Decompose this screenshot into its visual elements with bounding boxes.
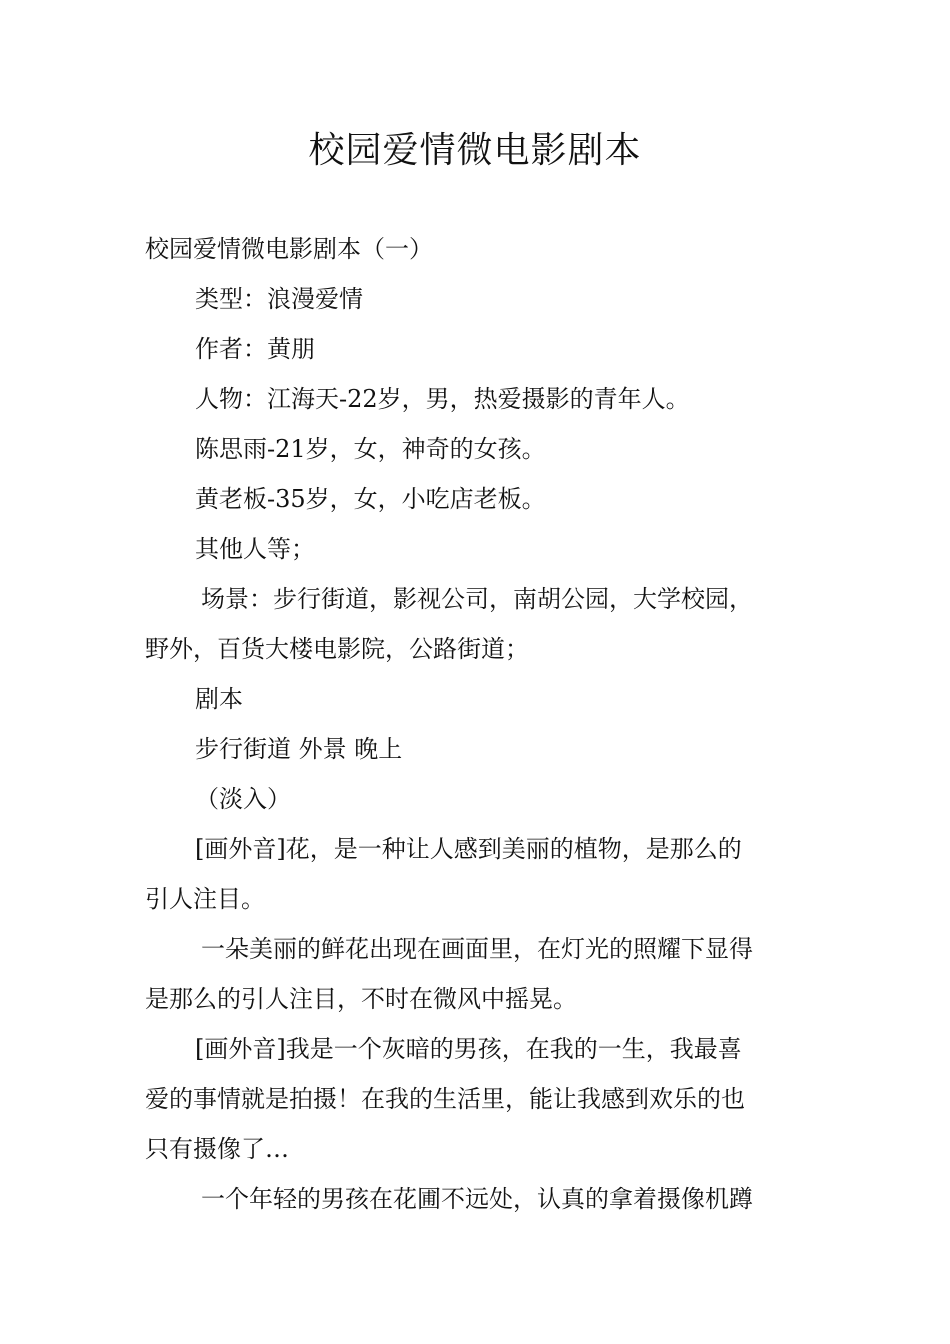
paragraph-line: 爱的事情就是拍摄！在我的生活里，能让我感到欢乐的也 — [145, 1085, 745, 1113]
document-body — [145, 224, 813, 1224]
document-title: 校园爱情微电影剧本 — [308, 130, 642, 171]
character-line: 人物：江海天-22岁，男，热爱摄影的青年人。 — [195, 385, 690, 413]
genre-line: 类型：浪漫爱情 — [195, 285, 363, 313]
character-line: 黄老板-35岁，女，小吃店老板。 — [195, 485, 546, 513]
paragraph-line: 只有摄像了… — [145, 1135, 289, 1163]
character-line: 其他人等； — [195, 535, 315, 563]
section-heading: 校园爱情微电影剧本（一） — [145, 235, 433, 263]
paragraph-line: 一个年轻的男孩在花圃不远处，认真的拿着摄像机蹲 — [201, 1185, 753, 1213]
paragraph-line: 是那么的引人注目，不时在微风中摇晃。 — [145, 985, 577, 1013]
paragraph-line: 一朵美丽的鲜花出现在画面里，在灯光的照耀下显得 — [201, 935, 753, 963]
paragraph-line: 引人注目。 — [145, 885, 265, 913]
scene-line-continued: 野外，百货大楼电影院，公路街道； — [145, 635, 529, 663]
paragraph-line: [画外音]花，是一种让人感到美丽的植物，是那么的 — [195, 835, 742, 863]
script-heading: 剧本 — [195, 685, 243, 713]
character-line: 陈思雨-21岁，女，神奇的女孩。 — [195, 435, 546, 463]
author-line: 作者：黄朋 — [195, 335, 315, 363]
stage-direction: （淡入） — [195, 785, 291, 813]
scene-line: 场景：步行街道，影视公司，南胡公园，大学校园， — [201, 585, 753, 613]
paragraph-line: [画外音]我是一个灰暗的男孩，在我的一生，我最喜 — [195, 1035, 742, 1063]
scene-heading: 步行街道 外景 晚上 — [195, 735, 403, 763]
